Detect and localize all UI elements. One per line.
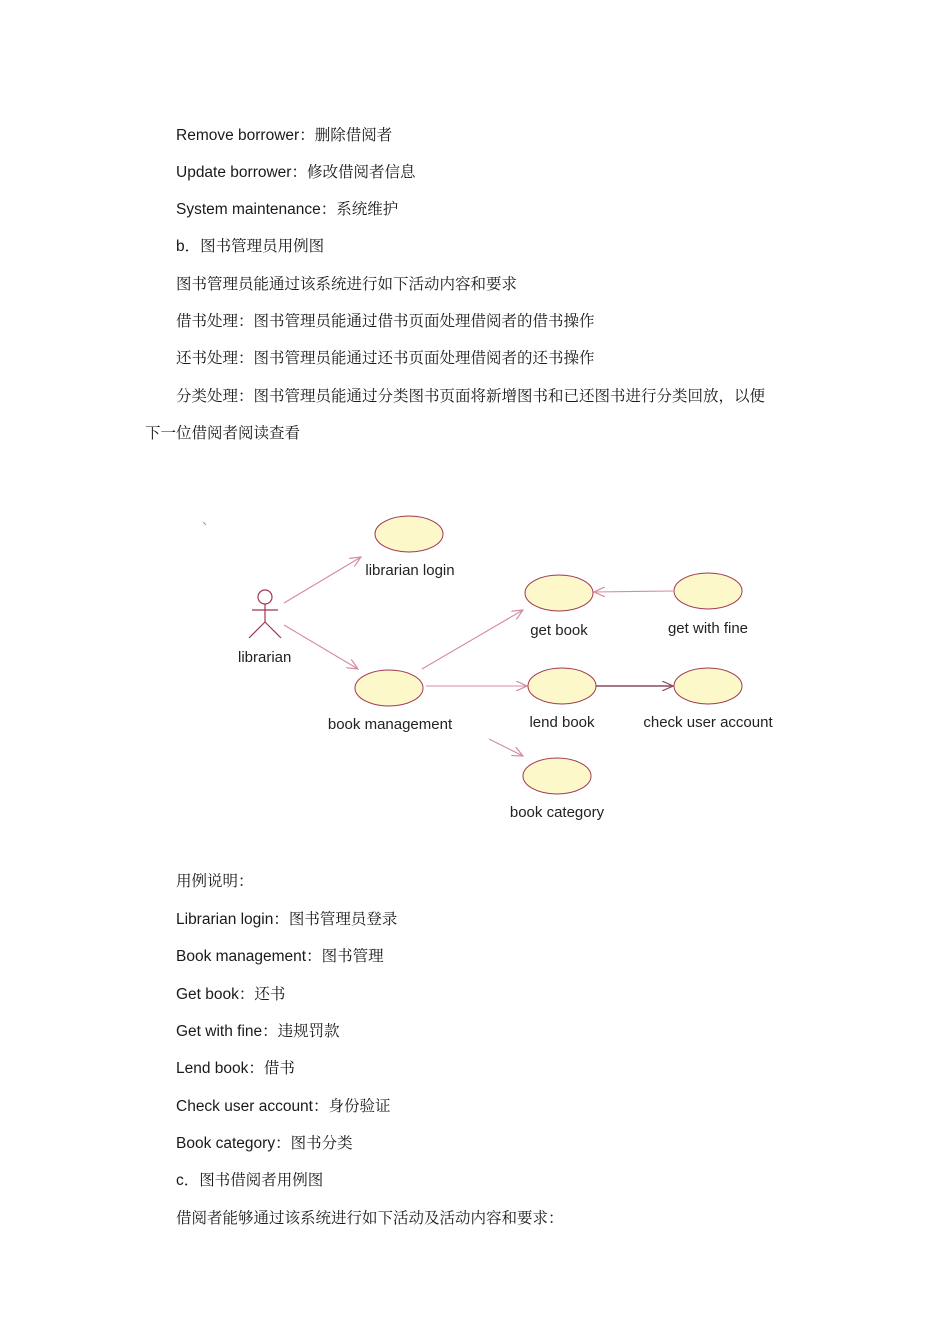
text-line: Get book：还书 xyxy=(176,985,286,1003)
label-lend-book: lend book xyxy=(529,714,595,731)
label-check-user-account: check user account xyxy=(643,714,773,731)
usecase-get-with-fine xyxy=(674,573,742,609)
usecase-book-management xyxy=(355,670,423,706)
usecase-check-user-account xyxy=(674,668,742,704)
actor-label: librarian xyxy=(238,649,292,666)
text-line: 用例说明： xyxy=(176,872,254,890)
text-line: 还书处理：图书管理员能通过还书页面处理借阅者的还书操作 xyxy=(176,349,595,367)
arrow-fine-getbook xyxy=(594,591,673,592)
text-line: Get with fine：违规罚款 xyxy=(176,1022,340,1040)
text-line: 图书管理员能通过该系统进行如下活动内容和要求 xyxy=(176,275,518,293)
text-line: Librarian login：图书管理员登录 xyxy=(176,910,398,928)
paragraph-line-1: 分类处理：图书管理员能通过分类图书页面将新增图书和已还图书进行分类回放，以便 xyxy=(176,387,766,405)
section-heading: b．图书管理员用例图 xyxy=(176,237,325,255)
label-book-category: book category xyxy=(509,804,605,821)
text-line: Remove borrower：删除借阅者 xyxy=(176,126,393,144)
text-line: Book management：图书管理 xyxy=(176,947,384,965)
section-heading: c．图书借阅者用例图 xyxy=(176,1171,324,1189)
text-line: Lend book：借书 xyxy=(176,1059,295,1077)
usecase-lend-book xyxy=(528,668,596,704)
actor-librarian xyxy=(249,590,281,638)
text-line: Update borrower：修改借阅者信息 xyxy=(176,163,416,181)
usecase-get-book xyxy=(525,575,593,611)
arrow-management-category xyxy=(489,739,523,756)
arrow-management-getbook xyxy=(422,610,523,669)
label-get-with-fine: get with fine xyxy=(667,620,749,637)
text-line: 借书处理：图书管理员能通过借书页面处理借阅者的借书操作 xyxy=(176,312,595,330)
label-get-book: get book xyxy=(530,622,588,639)
text-line: Book category：图书分类 xyxy=(176,1134,353,1152)
text-line: System maintenance：系统维护 xyxy=(176,200,399,218)
stray-mark xyxy=(203,522,206,525)
text-line: 借阅者能够通过该系统进行如下活动及活动内容和要求： xyxy=(176,1209,564,1227)
usecase-book-category xyxy=(523,758,591,794)
label-librarian-login: librarian login xyxy=(365,562,455,579)
label-book-management: book management xyxy=(327,716,453,733)
arrow-actor-management xyxy=(284,625,358,669)
text-line: Check user account：身份验证 xyxy=(176,1097,391,1115)
usecase-librarian-login xyxy=(375,516,443,552)
arrow-actor-login xyxy=(284,557,361,603)
paragraph-line-2: 下一位借阅者阅读查看 xyxy=(145,424,301,442)
